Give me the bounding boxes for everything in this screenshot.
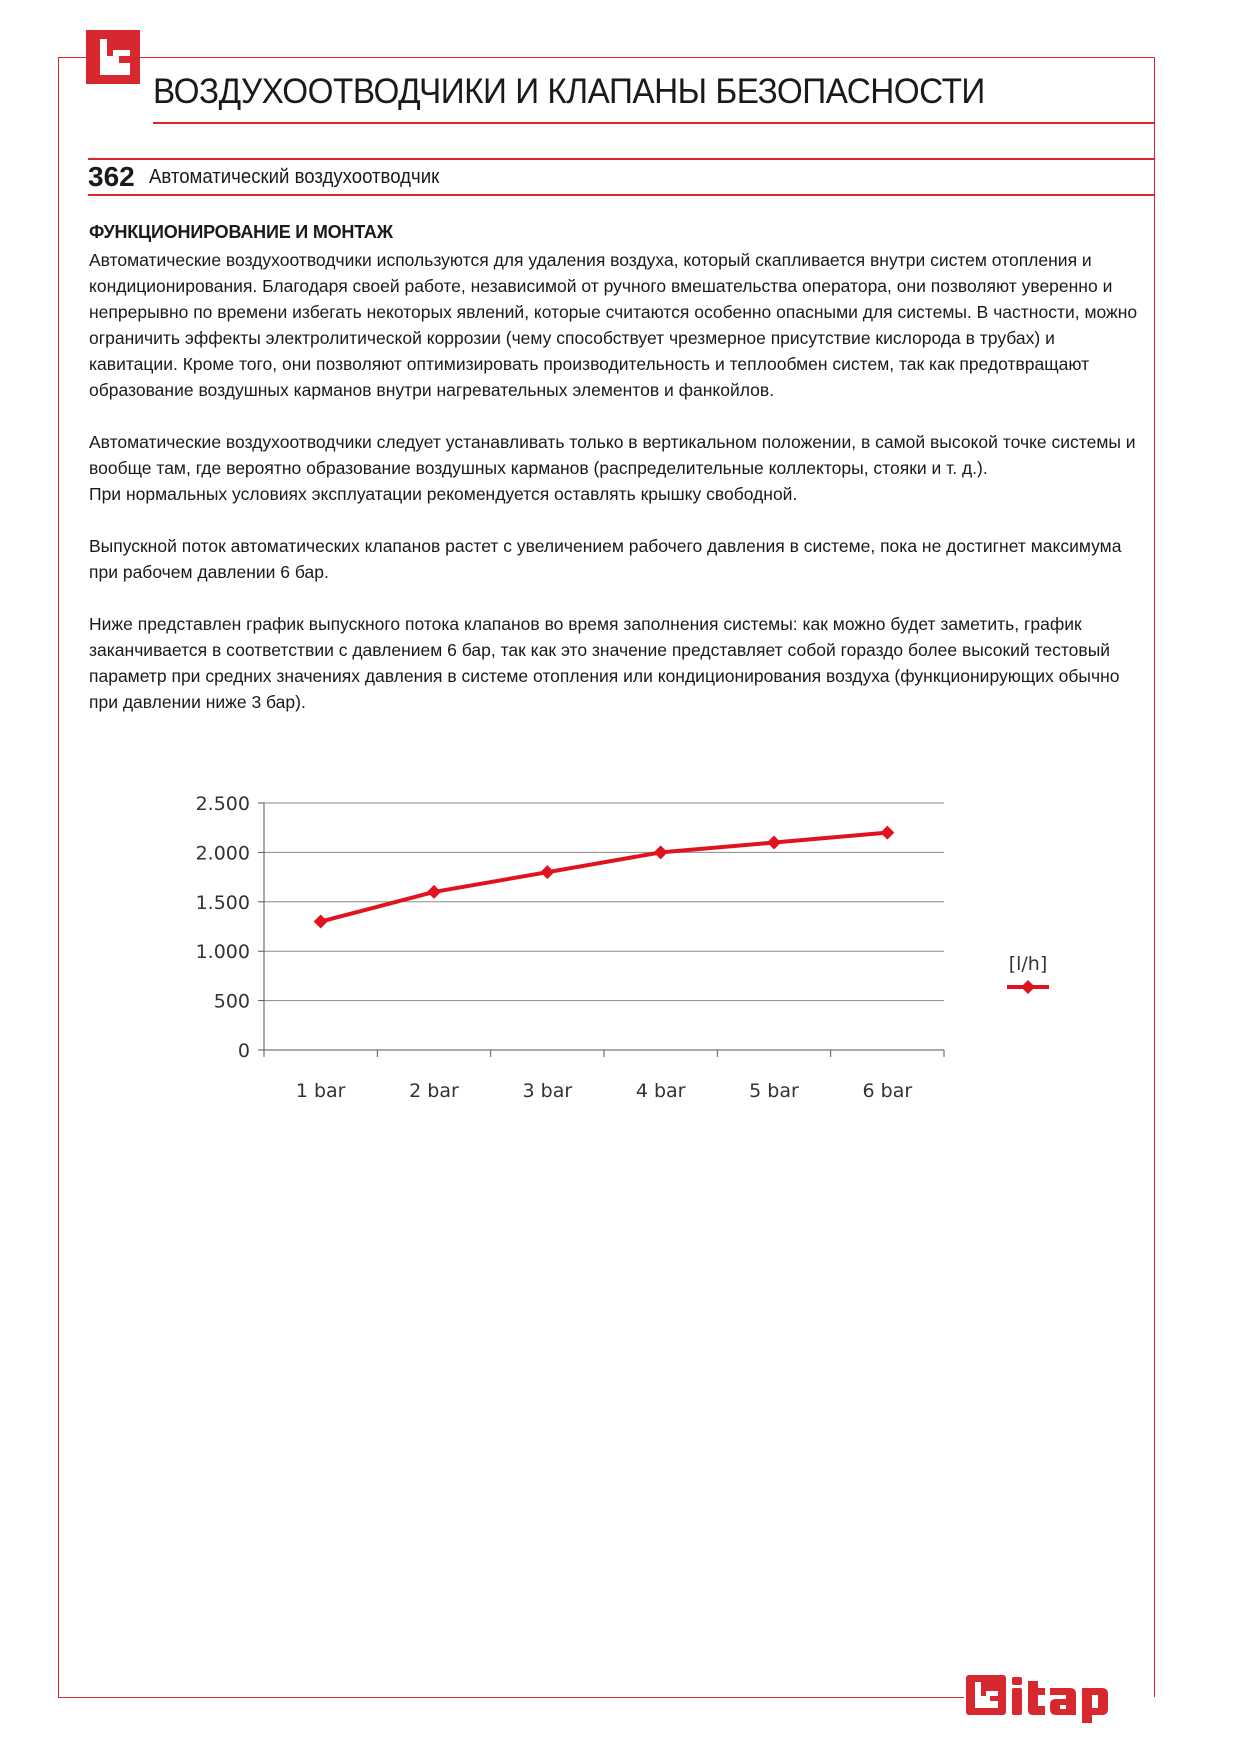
page-frame-left [58, 57, 59, 1697]
x-tick-label: 4 bar [635, 1080, 686, 1102]
y-tick-label: 1.000 [195, 941, 250, 964]
paragraph-cap: При нормальных условиях эксплуатации рекомендуется оставлять крышку свободной. [89, 484, 798, 504]
page-frame-bottom [58, 1697, 964, 1698]
data-point [654, 845, 668, 859]
legend-marker [1021, 980, 1035, 994]
y-tick-label: 2.000 [195, 842, 250, 865]
data-point [540, 865, 554, 879]
section-name: Автоматический воздухоотводчик [148, 165, 439, 188]
paragraph-flow: Выпускной поток автоматических клапанов растет с увеличением рабочего давления в системе, пока не достигнет максимума при рабочем давлении 6 бар. [89, 536, 1122, 582]
paragraph-installation: Автоматические воздухоотводчики следует устанавливать только в вертикальном положении, в самой высокой точке системы и вообще там, где вероятно образование воздушных карманов (распределительные коллекторы, стояки и т. д.). [89, 432, 1136, 478]
section-number: 362 [88, 161, 135, 192]
paragraph-graph: Ниже представлен график выпускного потока клапанов во время заполнения системы: как можно будет заметить, график заканчивается в соответствии с давлением 6 бар, так как это значение представляет собой гораздо более высокий тестовый параметр при средних значениях давления в системе отопления или кондиционирования воздуха (функционирующих обычно при давлении ниже 3 бар). [89, 614, 1120, 712]
data-point [767, 836, 781, 850]
title-rule [153, 122, 1154, 124]
x-tick-label: 2 bar [409, 1080, 459, 1102]
data-point [427, 885, 441, 899]
y-tick-label: 0 [237, 1040, 250, 1062]
y-tick-label: 2.500 [195, 793, 250, 815]
paragraph-function: Автоматические воздухоотводчики используются для удаления воздуха, который скапливается внутри систем отопления и кондиционирования. Благодаря своей работе, независимой от ручного вмешательства оператора, они позволяют уверенно и непрерывно по времени избегать некоторых явлений, которые считаются особенно опасными для системы. В частности, можно ограничить эффекты электролитической коррозии (чему способствует чрезмерное присутствие кислорода в трубах) и кавитации. Кроме того, они позволяют оптимизировать производительность и теплообмен систем, так как предотвращают образование воздушных карманов внутри нагревательных элементов и фанкойлов. [89, 250, 1138, 400]
itap-logo-icon [966, 1667, 1136, 1727]
page-frame-top [58, 57, 1154, 58]
section-rule-bottom [88, 194, 1154, 196]
flow-chart [150, 790, 1070, 1120]
x-tick-label: 6 bar [862, 1080, 913, 1102]
corner-logo-icon [86, 30, 140, 84]
legend-label: [l/h] [1008, 953, 1048, 975]
page-title: ВОЗДУХООТВОДЧИКИ И КЛАПАНЫ БЕЗОПАСНОСТИ [153, 72, 985, 111]
data-point [880, 826, 894, 840]
page-frame-right [1154, 57, 1155, 1697]
section-header [88, 160, 461, 194]
y-tick-label: 1.500 [195, 891, 250, 914]
x-tick-label: 5 bar [749, 1080, 799, 1102]
body-heading: ФУНКЦИОНИРОВАНИЕ И МОНТАЖ [89, 222, 393, 242]
x-tick-label: 1 bar [295, 1080, 346, 1102]
x-tick-label: 3 bar [522, 1080, 573, 1102]
y-tick-label: 500 [213, 990, 250, 1013]
series-line [321, 833, 888, 922]
body-content [89, 222, 1139, 741]
data-point [314, 915, 328, 929]
